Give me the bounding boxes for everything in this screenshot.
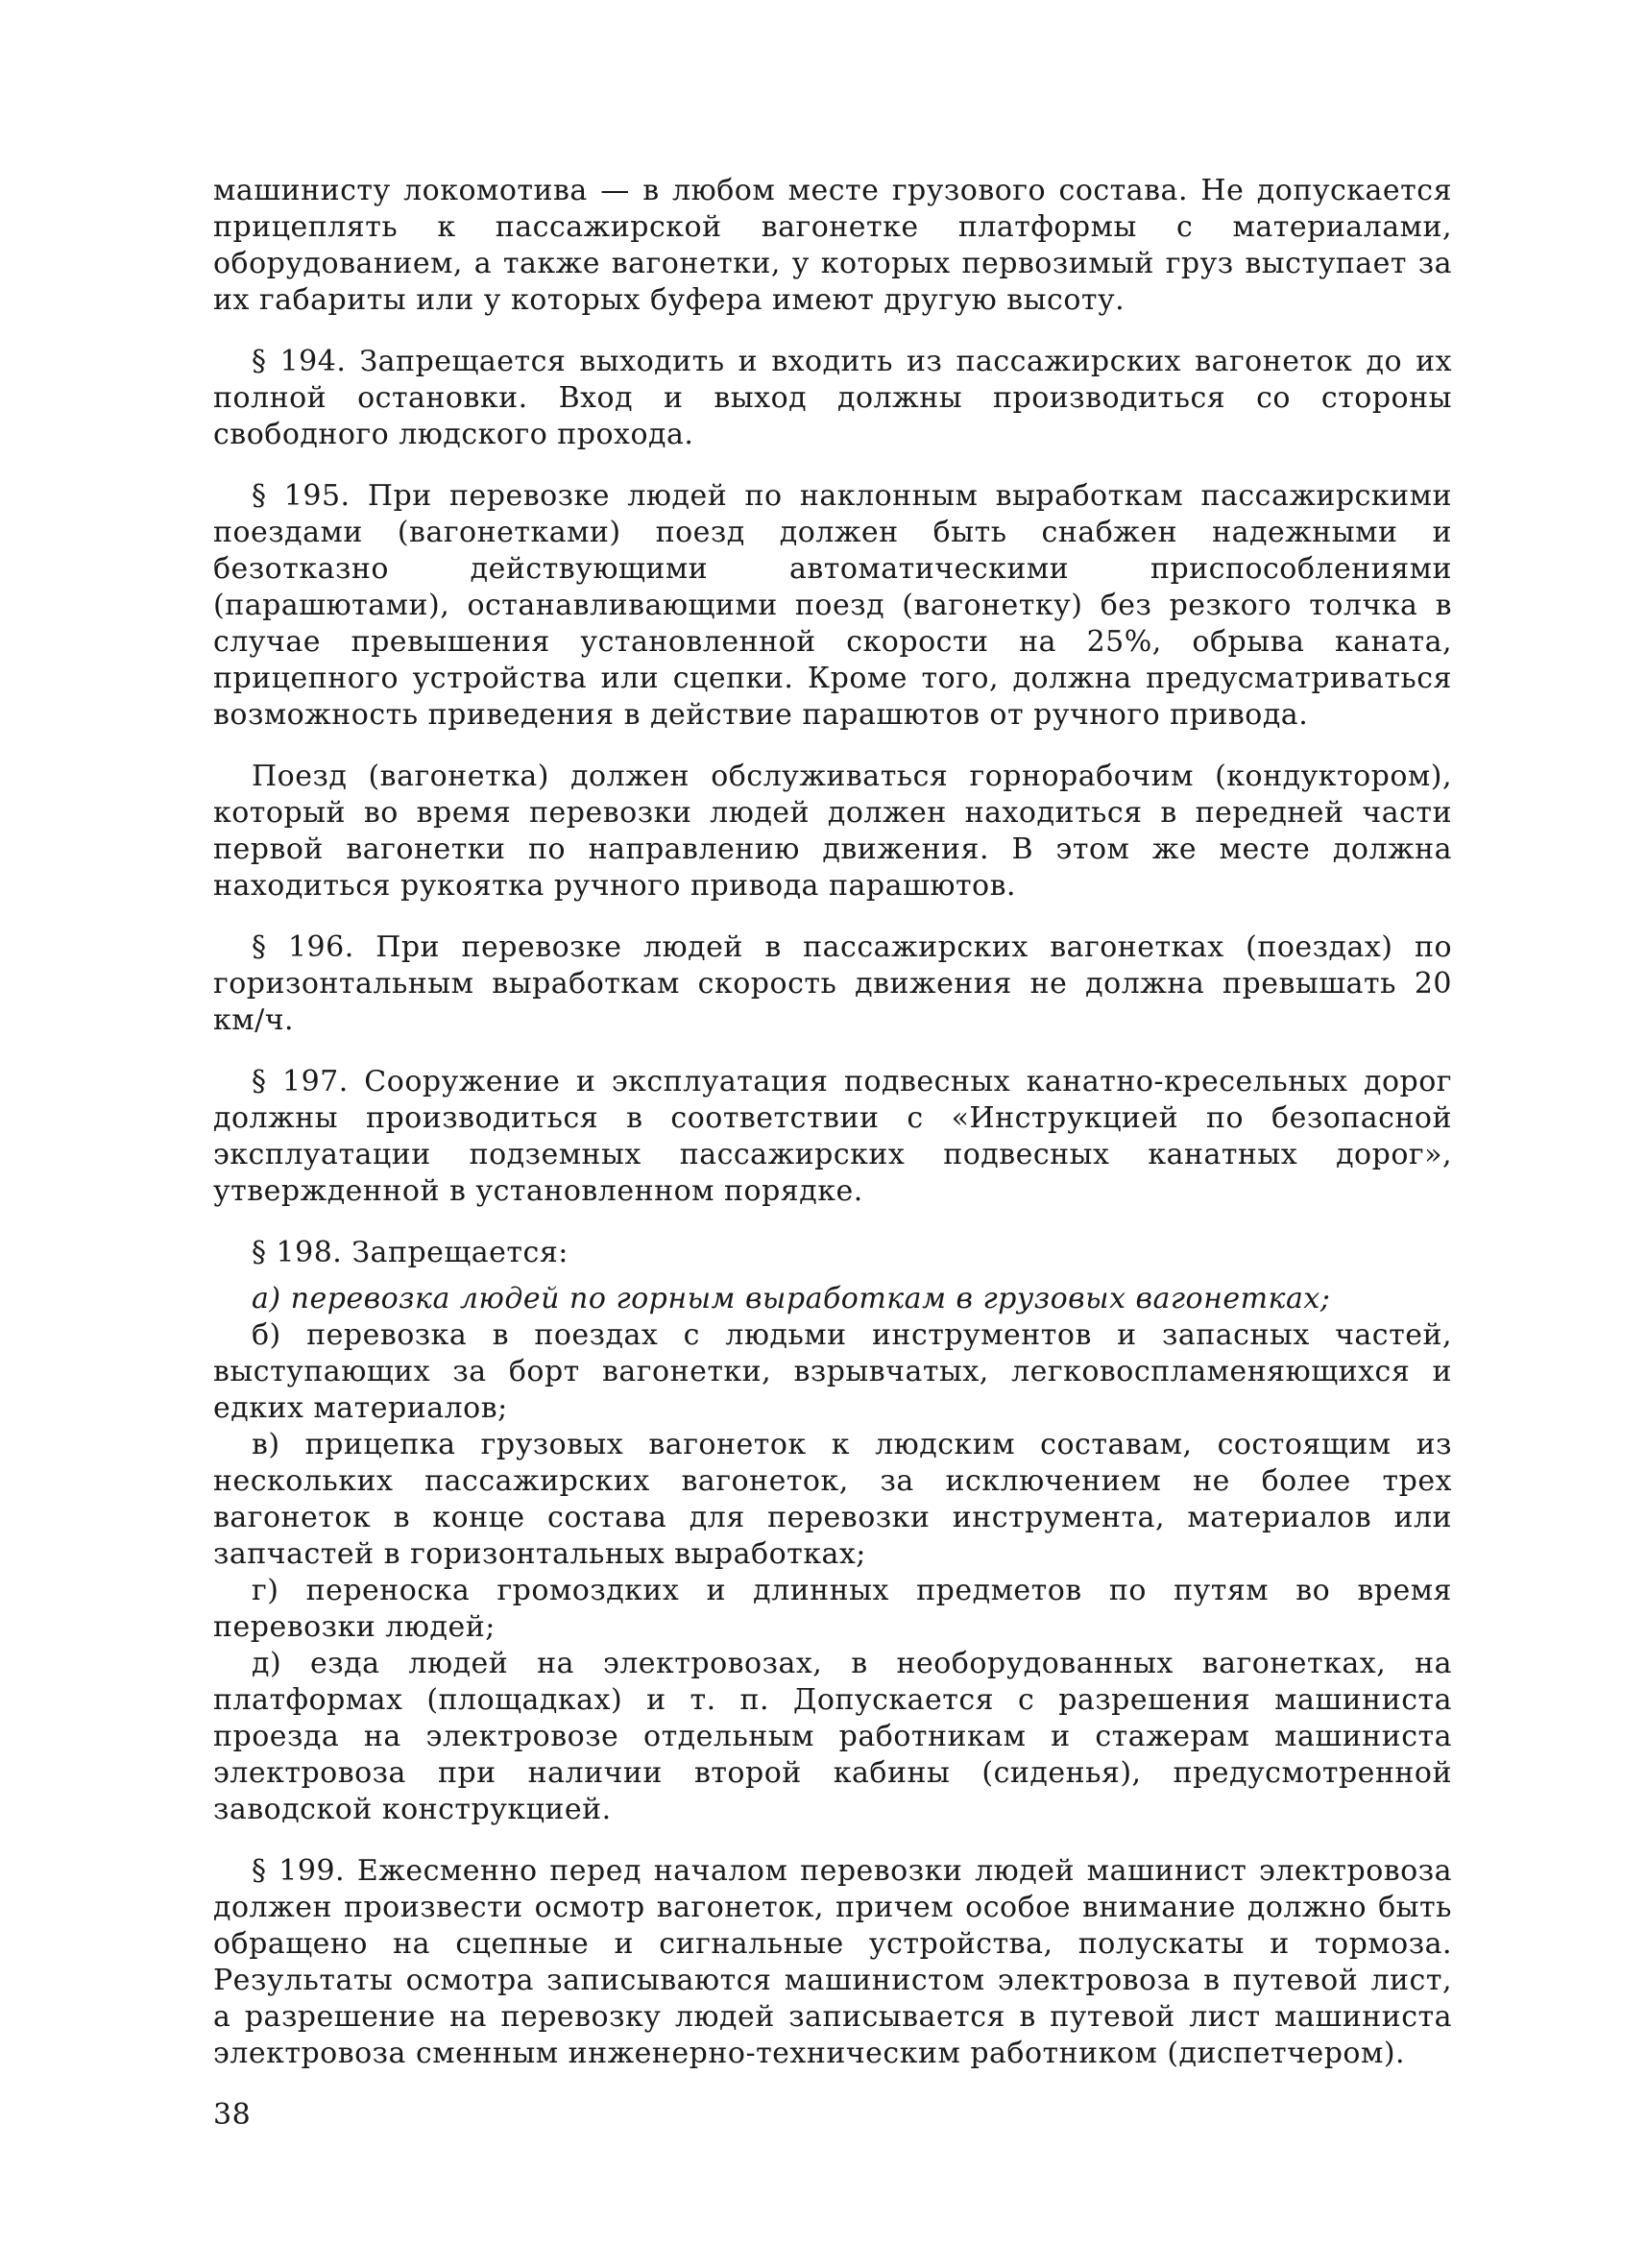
- section-197: § 197. Сооружение и эксплуатация подвесных канатно-кресельных дорог должны производиться в соответствии с «Инструкцией по безопасной эксплуатации подземных пассажирских подвесных канатных дорог», утвержденной в установленном порядке.: [213, 1065, 1452, 1208]
- section-194: § 194. Запрещается выходить и входить из пассажирских вагонеток до их полной остановки. Вход и выход должны производиться со стороны свободного людского прохода.: [213, 345, 1452, 451]
- list-item-g: г) переноска громоздких и длинных предметов по путям во время перевозки людей;: [213, 1574, 1452, 1644]
- section-198-list: [213, 1281, 1452, 1828]
- page-number: 38: [213, 2098, 252, 2132]
- section-195-continued: Поезд (вагонетка) должен обслуживаться горнорабочим (кондуктором), который во время перевозки людей должен находиться в передней части первой вагонетки по направлению движения. В этом же месте должна находиться рукоятка ручного привода парашютов.: [213, 760, 1452, 903]
- section-199: § 199. Ежесменно перед началом перевозки людей машинист электровоза должен произвести осмотр вагонеток, причем особое внимание должно быть обращено на сцепные и сигнальные устройства, полускаты и тормоза. Результаты осмотра записываются машинистом электровоза в путевой лист, а разрешение на перевозку людей записывается в путевой лист машиниста электровоза сменным инженерно-техническим работником (диспетчером).: [213, 1854, 1452, 2070]
- section-198-heading: § 198. Запрещается:: [252, 1236, 569, 1269]
- list-item-v: в) прицепка грузовых вагонеток к людским составам, состоящим из нескольких пассажирских вагонеток, за исключением не более трех вагонеток в конце состава для перевозки инструмента, материалов или запчастей в горизонтальных выработках;: [213, 1428, 1452, 1571]
- section-196: § 196. При перевозке людей в пассажирских вагонетках (поездах) по горизонтальным выработкам скорость движения не должна превышать 20 км/ч.: [213, 930, 1452, 1037]
- list-item-b: б) перевозка в поездах с людьми инструментов и запасных частей, выступающих за борт вагонетки, взрывчатых, легковоспламеняющихся и едких материалов;: [213, 1318, 1452, 1425]
- document-page: [213, 173, 1452, 2134]
- paragraph-intro: машинисту локомотива — в любом месте грузового состава. Не допускается прицеплять к пассажирской вагонетке платформы с материалами, оборудованием, а также вагонетки, у которых первозимый груз выступает за их габариты или у которых буфера имеют другую высоту.: [213, 174, 1452, 317]
- list-item-d: д) езда людей на электровозах, в необорудованных вагонетках, на платформах (площадках) и т. п. Допускается с разрешения машиниста проезда на электровозе отдельным работникам и стажерам машиниста электровоза при наличии второй кабины (сиденья), предусмотренной заводской конструкцией.: [213, 1647, 1452, 1826]
- section-195: § 195. При перевозке людей по наклонным выработкам пассажирскими поездами (вагонетками) поезд должен быть снабжен надежными и безотказно действующими автоматическими приспособлениями (парашютами), останавливающими поезд (вагонетку) без резкого толчка в случае превышения установленной скорости на 25%, обрыва каната, прицепного устройства или сцепки. Кроме того, должна предусматриваться возможность приведения в действие парашютов от ручного привода.: [213, 479, 1452, 732]
- list-item-a: а) перевозка людей по горным выработкам в грузовых вагонетках;: [252, 1282, 1331, 1315]
